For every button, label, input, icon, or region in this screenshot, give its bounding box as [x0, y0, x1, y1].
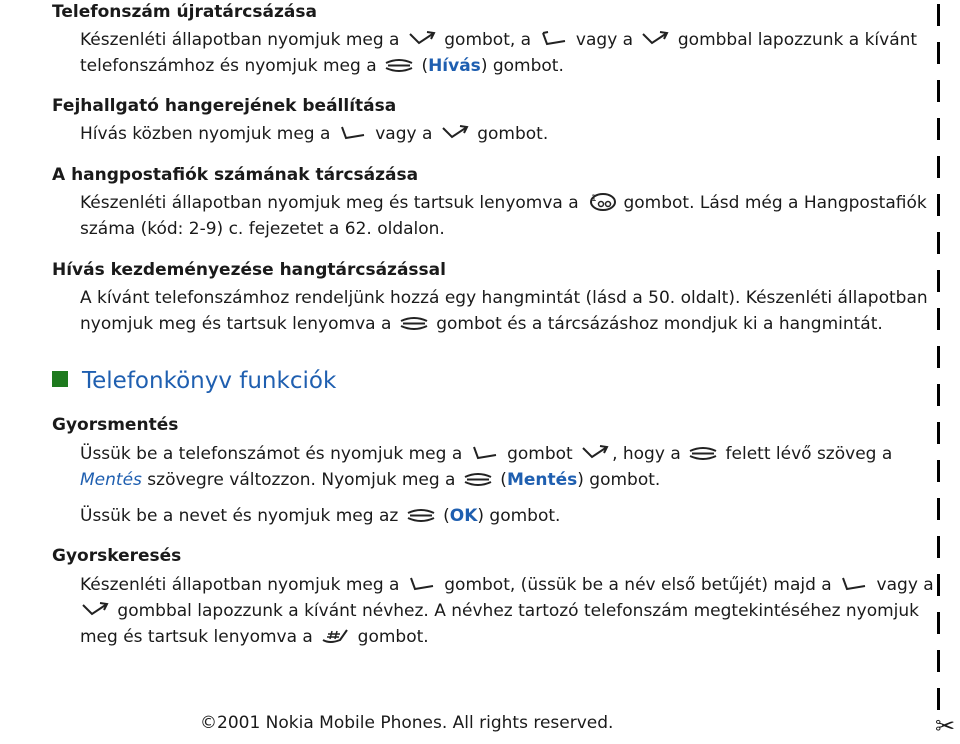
cut-line-segment: [937, 42, 940, 64]
cut-line-segment: [937, 346, 940, 368]
heading-quicksave: Gyorsmentés: [52, 415, 179, 435]
scroll-down-key-icon: [839, 574, 869, 594]
cut-line-segment: [937, 498, 940, 520]
scroll-down-key-icon: [338, 123, 368, 143]
scroll-down-key-icon: [539, 29, 569, 49]
quicksearch-line-3: meg és tartsuk lenyomva a gombot.: [80, 627, 429, 647]
redial-line-1: Készenléti állapotban nyomjuk meg a gombot, a vagy a gombbal lapozzunk a kívánt: [80, 30, 918, 50]
svg-text:1: 1: [591, 194, 597, 204]
selection-key-icon: [463, 469, 493, 489]
cut-line-segment: [937, 384, 940, 406]
cut-line-segment: [937, 308, 940, 330]
voicemail-line-1: Készenléti állapotban nyomjuk meg és tartsuk lenyomva a 1 gombot. Lásd még a Hangpostafiók: [80, 193, 927, 213]
cut-line-segment: [937, 118, 940, 140]
section-title: Telefonkönyv funkciók: [52, 368, 336, 394]
quicksave-line-3: Üssük be a nevet és nyomjuk meg az (OK) gombot.: [80, 506, 561, 526]
heading-voicemail: A hangpostafiók számának tárcsázása: [52, 165, 419, 185]
copyright-footer: ©2001 Nokia Mobile Phones. All rights reserved.: [200, 713, 614, 733]
volume-line-1: Hívás közben nyomjuk meg a vagy a gombot.: [80, 124, 549, 144]
cut-line-segment: [937, 194, 940, 216]
cut-line-segment: [937, 612, 940, 634]
scroll-up-key-icon: [80, 600, 110, 620]
redial-line-2: telefonszámhoz és nyomjuk meg a (Hívás) gombot.: [80, 56, 564, 76]
scroll-up-key-icon: [580, 443, 610, 463]
quicksave-line-1: Üssük be a telefonszámot és nyomjuk meg a gombot , hogy a felett lévő szöveg a: [80, 444, 893, 464]
cut-line-segment: [937, 650, 940, 672]
key-1-voicemail-icon: [586, 192, 616, 212]
scroll-down-key-icon: [407, 574, 437, 594]
scroll-up-key-icon: [407, 29, 437, 49]
selection-key-icon: [399, 313, 429, 333]
cut-line-segment: [937, 422, 940, 444]
cut-line-segment: [937, 270, 940, 292]
voicedial-line-1: A kívánt telefonszámhoz rendeljünk hozzá egy hangmintát (lásd a 50. oldalt). Készenléti állapotban: [80, 288, 928, 308]
side-title: [0, 0, 30, 225]
heading-voicedial: Hívás kezdeményezése hangtárcsázással: [52, 260, 446, 280]
voicedial-line-2: nyomjuk meg és tartsuk lenyomva a gombot és a tárcsázáshoz mondjuk ki a hangmintát.: [80, 314, 883, 334]
scroll-down-key-icon: [470, 443, 500, 463]
section-square-icon: [52, 371, 68, 387]
quicksearch-line-2: gombbal lapozzunk a kívánt névhez. A névhez tartozó telefonszám megtekintéséhez nyomjuk: [80, 598, 919, 624]
voicemail-line-2: száma (kód: 2-9) c. fejezetet a 62. oldalon.: [80, 219, 445, 239]
cut-line-segment: [937, 536, 940, 558]
heading-redial: Telefonszám újratárcsázása: [52, 2, 317, 22]
heading-quicksearch: Gyorskeresés: [52, 546, 182, 566]
scroll-up-key-icon: [440, 123, 470, 143]
quicksave-line-2: Mentés szövegre változzon. Nyomjuk meg a (Mentés) gombot.: [80, 470, 661, 490]
cut-line-segment: [937, 80, 940, 102]
selection-key-icon: [688, 443, 718, 463]
cut-line-segment: [937, 688, 940, 710]
scissors-icon: ✂: [935, 712, 956, 740]
cut-line-segment: [937, 460, 940, 482]
cut-line-segment: [937, 232, 940, 254]
cut-line-segment: [937, 156, 940, 178]
cut-line-segment: [937, 4, 940, 26]
cut-line-segment: [937, 574, 940, 596]
hash-key-icon: [320, 626, 350, 646]
selection-key-icon: [406, 505, 436, 525]
quicksearch-line-1: Készenléti állapotban nyomjuk meg a gombot, (üssük be a név első betűjét) majd a vagy a: [80, 575, 934, 595]
scroll-up-key-icon: [640, 29, 670, 49]
heading-volume: Fejhallgató hangerejének beállítása: [52, 96, 397, 116]
selection-key-icon: [384, 55, 414, 75]
